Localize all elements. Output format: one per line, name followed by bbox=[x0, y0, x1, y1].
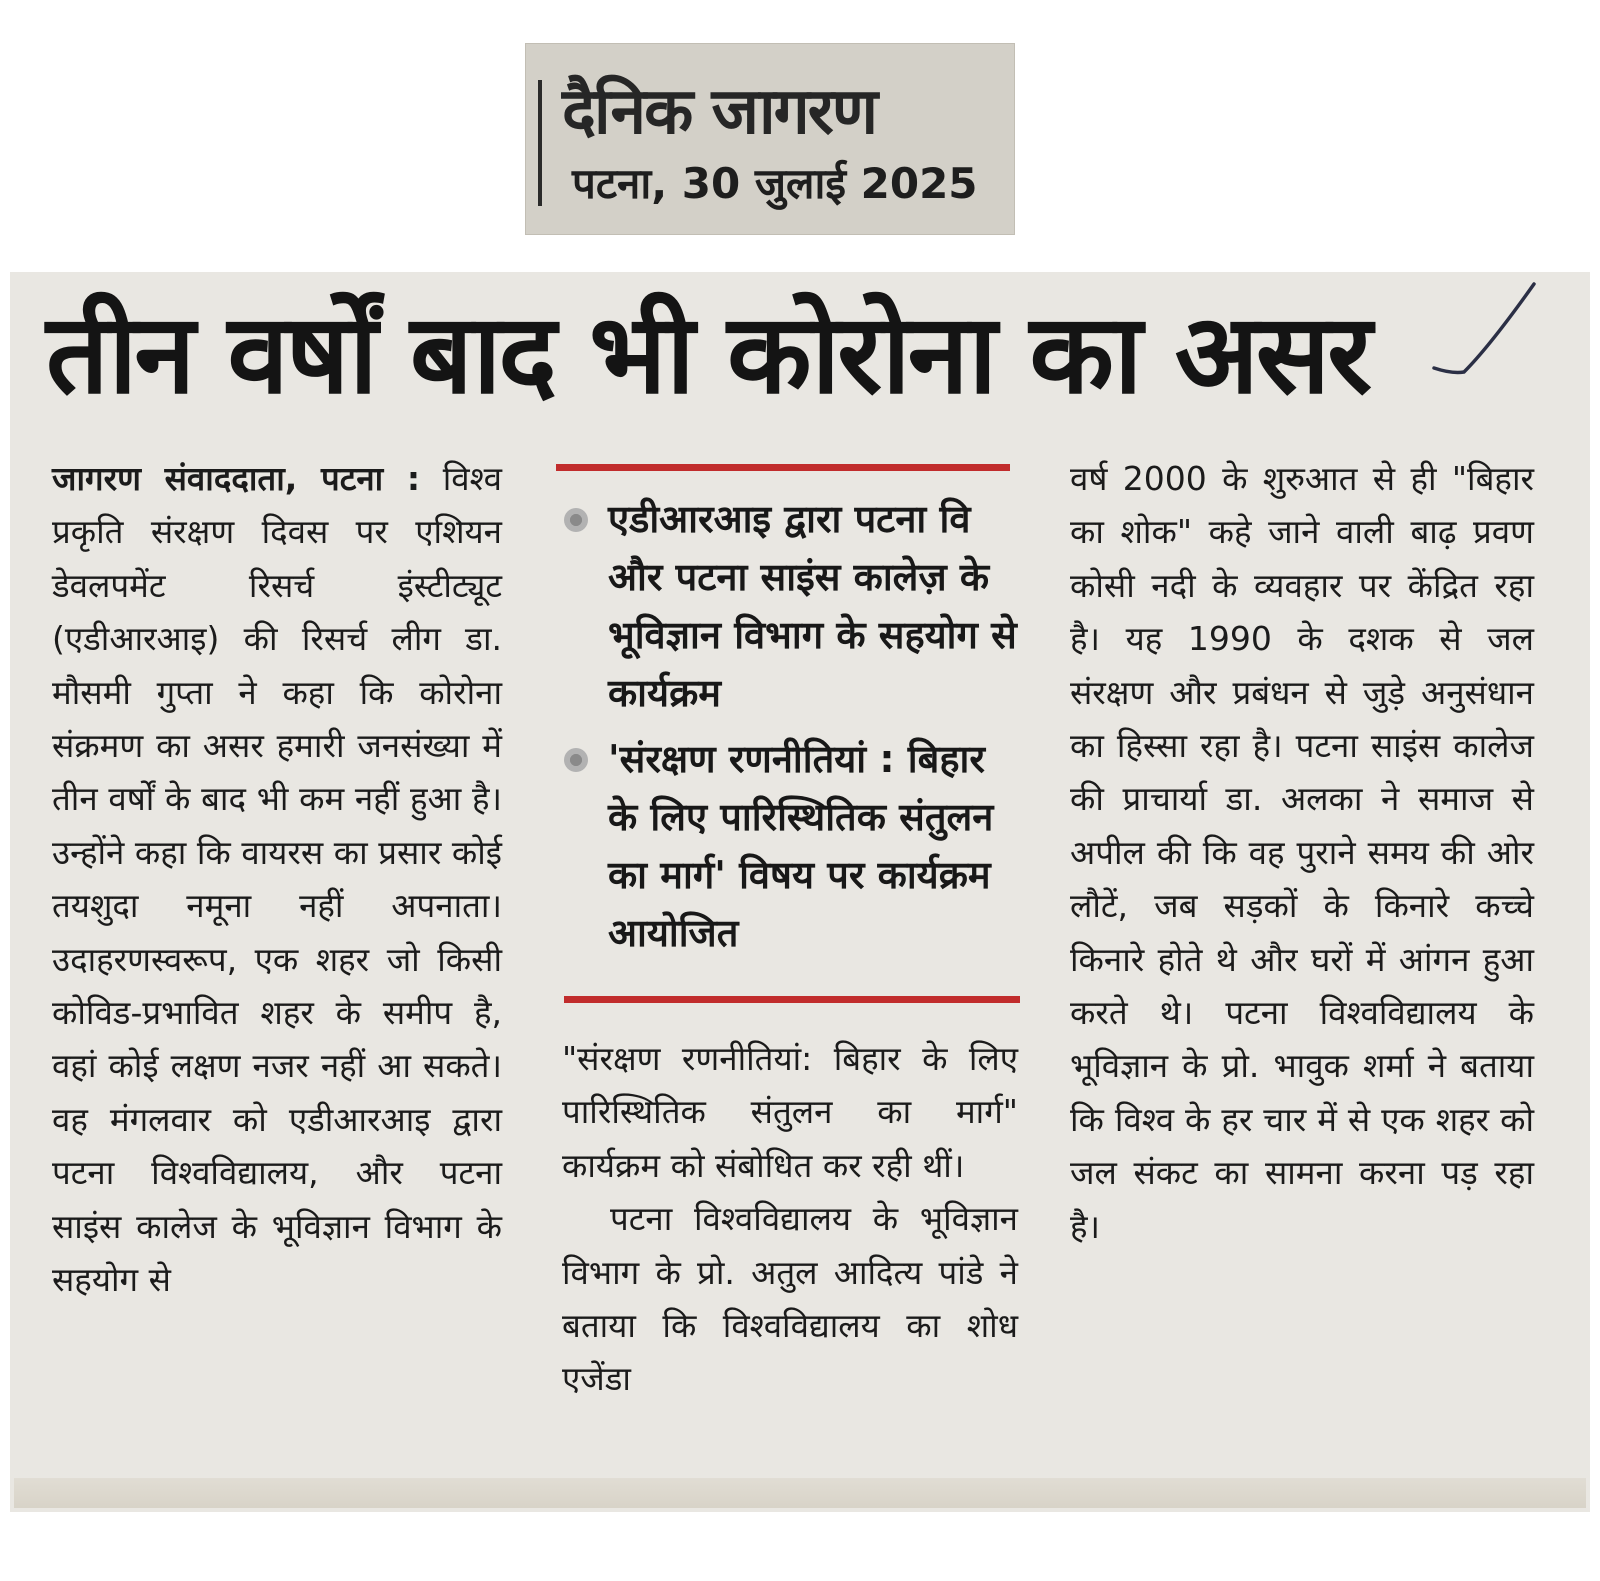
masthead bbox=[526, 44, 1014, 234]
bullet-icon bbox=[564, 508, 588, 532]
highlight-item bbox=[562, 490, 1022, 722]
clipping-bottom-edge bbox=[14, 1478, 1586, 1508]
column-2-paragraph-2: पटना विश्वविद्यालय के भूविज्ञान विभाग के प्रो. अतुल आदित्य पांडे ने बताया कि विश्वविद्यालय का शोध एजेंडा bbox=[562, 1199, 1018, 1399]
article-column-3 bbox=[1070, 452, 1534, 1253]
highlight-rule-top bbox=[556, 464, 1010, 471]
bullet-icon bbox=[564, 748, 588, 772]
newspaper-name: दैनिक जागरण bbox=[562, 75, 877, 149]
article-column-2 bbox=[562, 1032, 1018, 1406]
headline: तीन वर्षों बाद भी कोरोना का असर bbox=[46, 290, 1370, 418]
article-column-1 bbox=[52, 452, 502, 1307]
masthead-divider bbox=[538, 80, 542, 206]
column-1-text: विश्व प्रकृति संरक्षण दिवस पर एशियन डेवलपमेंट रिसर्च इंस्टीट्यूट (एडीआरआइ) की रिसर्च लीग डा. मौसमी गुप्ता ने कहा कि कोरोना संक्रमण का असर हमारी जनसंख्या में तीन वर्षों के बाद भी कम नहीं हुआ है। उन्होंने कहा कि वायरस का प्रसार कोई तयशुदा नमूना नहीं अपनाता। उदाहरणस्वरूप, एक शहर जो किसी कोविड-प्रभावित शहर के समीप है, वहां कोई लक्षण नजर नहीं आ सकते। वह मंगलवार को एडीआरआइ द्वारा पटना विश्वविद्यालय, और पटना साइंस कालेज के भूविज्ञान विभाग के सहयोग से bbox=[52, 459, 502, 1300]
highlight-rule-bottom bbox=[564, 996, 1020, 1003]
dateline: पटना, 30 जुलाई 2025 bbox=[572, 159, 978, 208]
highlight-text-2: 'संरक्षण रणनीतियां : बिहार के लिए पारिस्थितिक संतुलन का मार्ग' विषय पर कार्यक्रम आयोजित bbox=[608, 737, 994, 955]
highlights-box bbox=[562, 490, 1022, 970]
column-2-paragraph-1: "संरक्षण रणनीतियां: बिहार के लिए पारिस्थितिक संतुलन का मार्ग" कार्यक्रम को संबोधित कर रही थीं। bbox=[562, 1039, 1018, 1185]
highlight-text-1: एडीआरआइ द्वारा पटना वि और पटना साइंस कालेज़ के भूविज्ञान विभाग के सहयोग से कार्यक्रम bbox=[608, 497, 1017, 715]
check-mark-icon bbox=[1430, 276, 1540, 396]
byline: जागरण संवाददाता, पटना : bbox=[52, 459, 421, 498]
highlight-item bbox=[562, 730, 1022, 962]
column-3-text: वर्ष 2000 के शुरुआत से ही "बिहार का शोक" कहे जाने वाली बाढ़ प्रवण कोसी नदी के व्यवहार पर केंद्रित रहा है। यह 1990 के दशक से जल संरक्षण और प्रबंधन से जुड़े अनुसंधान का हिस्सा रहा है। पटना साइंस कालेज की प्राचार्या डा. अलका ने समाज से अपील की कि वह पुराने समय की ओर लौटें, जब सड़कों के किनारे कच्चे किनारे होते थे और घरों में आंगन हुआ करते थे। पटना विश्वविद्यालय के भूविज्ञान के प्रो. भावुक शर्मा ने बताया कि विश्व के हर चार में से एक शहर को जल संकट का सामना करना पड़ रहा है। bbox=[1070, 459, 1534, 1246]
